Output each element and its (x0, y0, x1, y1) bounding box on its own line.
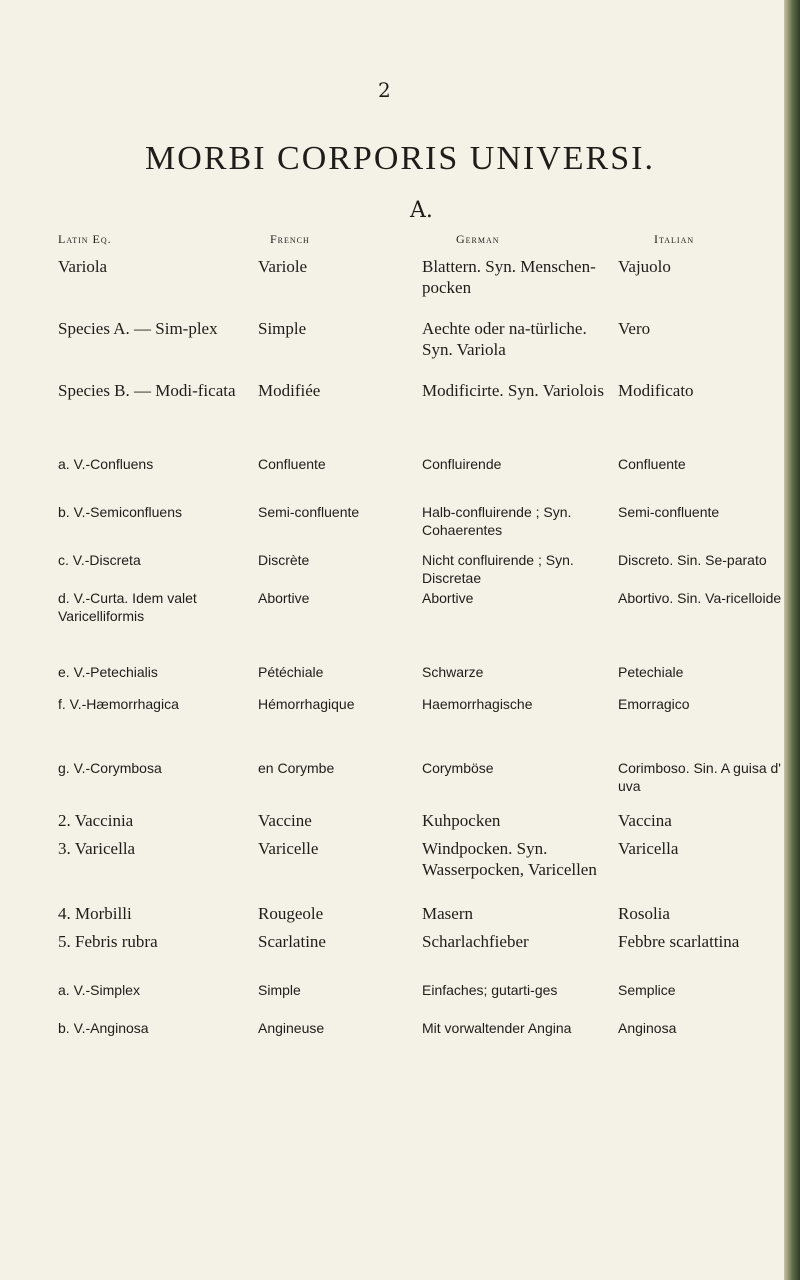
cell-italian: Petechiale (618, 664, 684, 680)
cell-french: Discrète (258, 552, 310, 568)
cell-italian: Corimboso. Sin. A guisa d' uva (618, 760, 781, 794)
cell-french: Angineuse (258, 1020, 325, 1036)
cell-french: Rougeole (258, 904, 324, 923)
cell-latin: g. V.-Corymbosa (58, 760, 162, 776)
cell-french: Simple (258, 982, 301, 998)
cell-german: Mit vorwaltender Angina (422, 1020, 572, 1036)
cell-latin: b. V.-Semiconfluens (58, 504, 182, 520)
cell-italian: Vajuolo (618, 257, 671, 276)
cell-italian: Vero (618, 319, 651, 338)
cell-german: Blattern. Syn. Menschen-pocken (422, 257, 596, 298)
cell-italian: Varicella (618, 839, 679, 858)
header-italian: Italian (654, 232, 695, 246)
cell-german: Kuhpocken (422, 811, 501, 830)
cell-latin: e. V.-Petechialis (58, 664, 158, 680)
cell-german: Schwarze (422, 664, 484, 680)
cell-french: Confluente (258, 456, 326, 472)
cell-french: Modifiée (258, 381, 321, 400)
cell-german: Modificirte. Syn. Variolois (422, 381, 604, 400)
page-title: MORBI CORPORIS UNIVERSI. (145, 140, 655, 177)
cell-german: Halb-confluirende ; Syn. Cohaerentes (422, 504, 572, 538)
cell-french: Hémorrhagique (258, 696, 355, 712)
cell-latin: Species B. — Modi-ficata (58, 381, 236, 400)
cell-latin: 4. Morbilli (58, 904, 132, 923)
cell-french: Abortive (258, 590, 310, 606)
cell-latin: f. V.-Hæmorrhagica (58, 696, 179, 712)
cell-italian: Semi-confluente (618, 504, 720, 520)
header-german: German (456, 232, 500, 246)
cell-latin: a. V.-Simplex (58, 982, 140, 998)
cell-italian: Rosolia (618, 904, 670, 923)
cell-italian: Emorragico (618, 696, 690, 712)
cell-latin: a. V.-Confluens (58, 456, 154, 472)
cell-french: Scarlatine (258, 932, 326, 951)
cell-german: Abortive (422, 590, 474, 606)
cell-german: Windpocken. Syn. Wasserpocken, Varicellen (422, 839, 597, 880)
cell-french: Varicelle (258, 839, 319, 858)
cell-latin: c. V.-Discreta (58, 552, 141, 568)
cell-italian: Discreto. Sin. Se-parato (618, 552, 767, 568)
cell-latin: d. V.-Curta. Idem valet Varicelliformis (58, 590, 197, 624)
cell-latin: 3. Varicella (58, 839, 136, 858)
section-label: A. (410, 198, 433, 223)
cell-french: Vaccine (258, 811, 312, 830)
cell-italian: Semplice (618, 982, 676, 998)
cell-french: en Corymbe (258, 760, 335, 776)
cell-german: Aechte oder na-türliche. Syn. Variola (422, 319, 587, 360)
cell-italian: Abortivo. Sin. Va-ricelloide (618, 590, 782, 606)
cell-latin: 2. Vaccinia (58, 811, 134, 830)
cell-german: Masern (422, 904, 473, 923)
cell-german: Einfaches; gutarti-ges (422, 982, 558, 998)
cell-french: Pétéchiale (258, 664, 324, 680)
cell-french: Semi-confluente (258, 504, 360, 520)
cell-latin: 5. Febris rubra (58, 932, 158, 951)
page-edge (784, 0, 800, 1280)
cell-french: Variole (258, 257, 308, 276)
cell-german: Haemorrhagische (422, 696, 533, 712)
cell-italian: Anginosa (618, 1020, 677, 1036)
cell-latin: Variola (58, 257, 108, 276)
page-number: 2 (378, 78, 391, 102)
cell-german: Scharlachfieber (422, 932, 529, 951)
cell-italian: Modificato (618, 381, 694, 400)
cell-german: Corymböse (422, 760, 494, 776)
cell-latin: b. V.-Anginosa (58, 1020, 149, 1036)
cell-french: Simple (258, 319, 307, 338)
cell-italian: Vaccina (618, 811, 672, 830)
cell-german: Confluirende (422, 456, 502, 472)
cell-german: Nicht confluirende ; Syn. Discretae (422, 552, 574, 586)
header-french: French (270, 232, 310, 246)
cell-latin: Species A. — Sim-plex (58, 319, 218, 338)
header-latin: Latin Eq. (58, 232, 112, 246)
cell-italian: Confluente (618, 456, 686, 472)
cell-italian: Febbre scarlattina (618, 932, 740, 951)
